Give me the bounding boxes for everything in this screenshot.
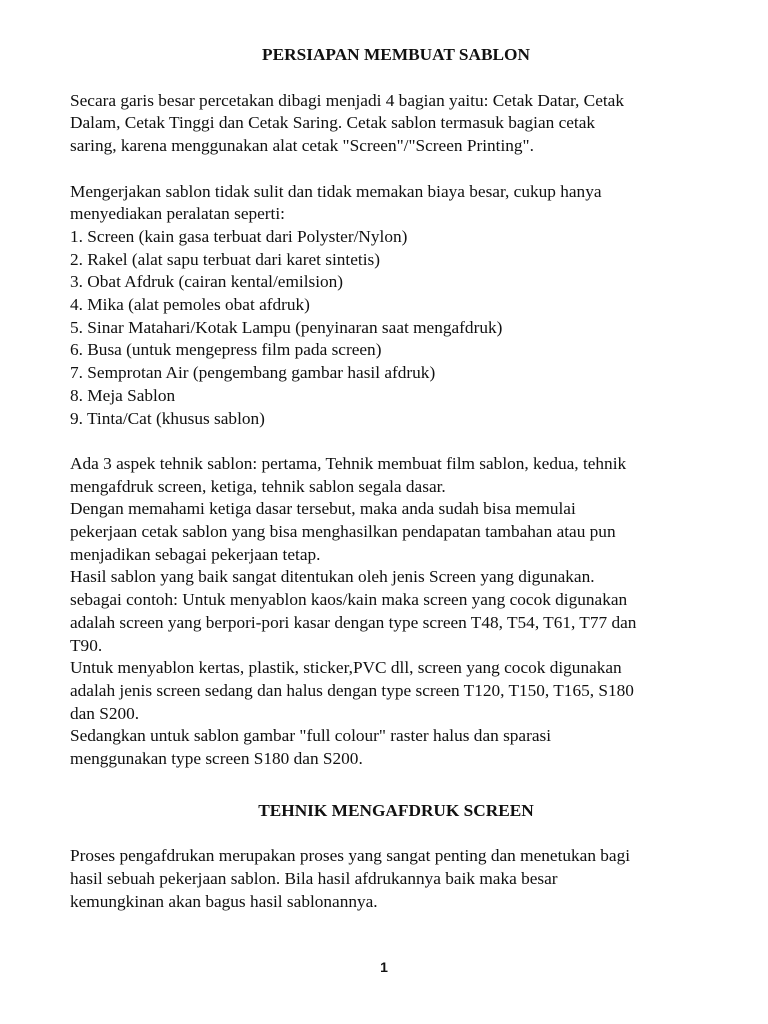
aspects-line: T90. [70,635,103,655]
aspects-line: menggunakan type screen S180 dan S200. [70,749,363,769]
aspects-line: Dengan memahami ketiga dasar tersebut, maka anda sudah bisa memulai [70,499,576,519]
list-item: 8. Meja Sablon [70,385,176,405]
aspects-line: Sedangkan untuk sablon gambar "full colour" raster halus dan sparasi [70,726,552,746]
intro-line: saring, karena menggunakan alat cetak "Screen"/"Screen Printing". [70,136,534,156]
paragraph-gap [70,430,722,453]
aspects-line: adalah screen yang berpori-pori kasar dengan type screen T48, T54, T61, T77 dan [70,612,637,632]
aspects-line: Untuk menyablon kertas, plastik, sticker,PVC dll, screen yang cocok digunakan [70,658,622,678]
section-title: TEHNIK MENGAFDRUK SCREEN [258,800,534,820]
aspects-line: Ada 3 aspek tehnik sablon: pertama, Tehnik membuat film sablon, kedua, tehnik [70,453,627,473]
list-item: 4. Mika (alat pemoles obat afdruk) [70,295,310,315]
tools-intro-line: menyediakan peralatan seperti: [70,204,285,224]
section2-paragraph [70,845,722,913]
list-item: 3. Obat Afdruk (cairan kental/emilsion) [70,272,344,292]
aspects-line: Hasil sablon yang baik sangat ditentukan oleh jenis Screen yang digunakan. [70,567,595,587]
intro-paragraph [70,90,722,158]
document-content [70,44,722,914]
aspects-paragraph [70,453,722,771]
list-item: 6. Busa (untuk mengepress film pada screen) [70,340,382,360]
page-number: 1 [380,959,388,975]
section2-line: Proses pengafdrukan merupakan proses yang sangat penting dan menetukan bagi [70,846,631,866]
document-title: PERSIAPAN MEMBUAT SABLON [262,45,530,64]
aspects-line: mengafdruk screen, ketiga, tehnik sablon segala dasar. [70,476,446,496]
paragraph-gap [70,158,722,181]
list-item: 5. Sinar Matahari/Kotak Lampu (penyinaran saat mengafdruk) [70,317,503,337]
intro-line: Secara garis besar percetakan dibagi menjadi 4 bagian yaitu: Cetak Datar, Cetak [70,90,624,110]
list-item: 9. Tinta/Cat (khusus sablon) [70,408,265,428]
aspects-line: pekerjaan cetak sablon yang bisa menghasilkan pendapatan tambahan atau pun [70,522,616,542]
aspects-line: adalah jenis screen sedang dan halus dengan type screen T120, T150, T165, S180 [70,680,634,700]
tools-intro-paragraph [70,181,722,226]
tools-intro-line: Mengerjakan sablon tidak sulit dan tidak memakan biaya besar, cukup hanya [70,181,602,201]
aspects-line: dan S200. [70,703,140,723]
aspects-line: sebagai contoh: Untuk menyablon kaos/kain maka screen yang cocok digunakan [70,590,628,610]
intro-line: Dalam, Cetak Tinggi dan Cetak Saring. Cetak sablon termasuk bagian cetak [70,113,596,133]
section2-line: kemungkinan akan bagus hasil sablonannya. [70,891,378,911]
aspects-line: menjadikan sebagai pekerjaan tetap. [70,544,321,564]
list-item: 2. Rakel (alat sapu terbuat dari karet sintetis) [70,249,380,269]
list-item: 1. Screen (kain gasa terbuat dari Polyster/Nylon) [70,226,408,246]
tools-list [70,226,722,430]
section2-line: hasil sebuah pekerjaan sablon. Bila hasil afdrukannya baik maka besar [70,869,558,889]
list-item: 7. Semprotan Air (pengembang gambar hasil afdruk) [70,363,436,383]
